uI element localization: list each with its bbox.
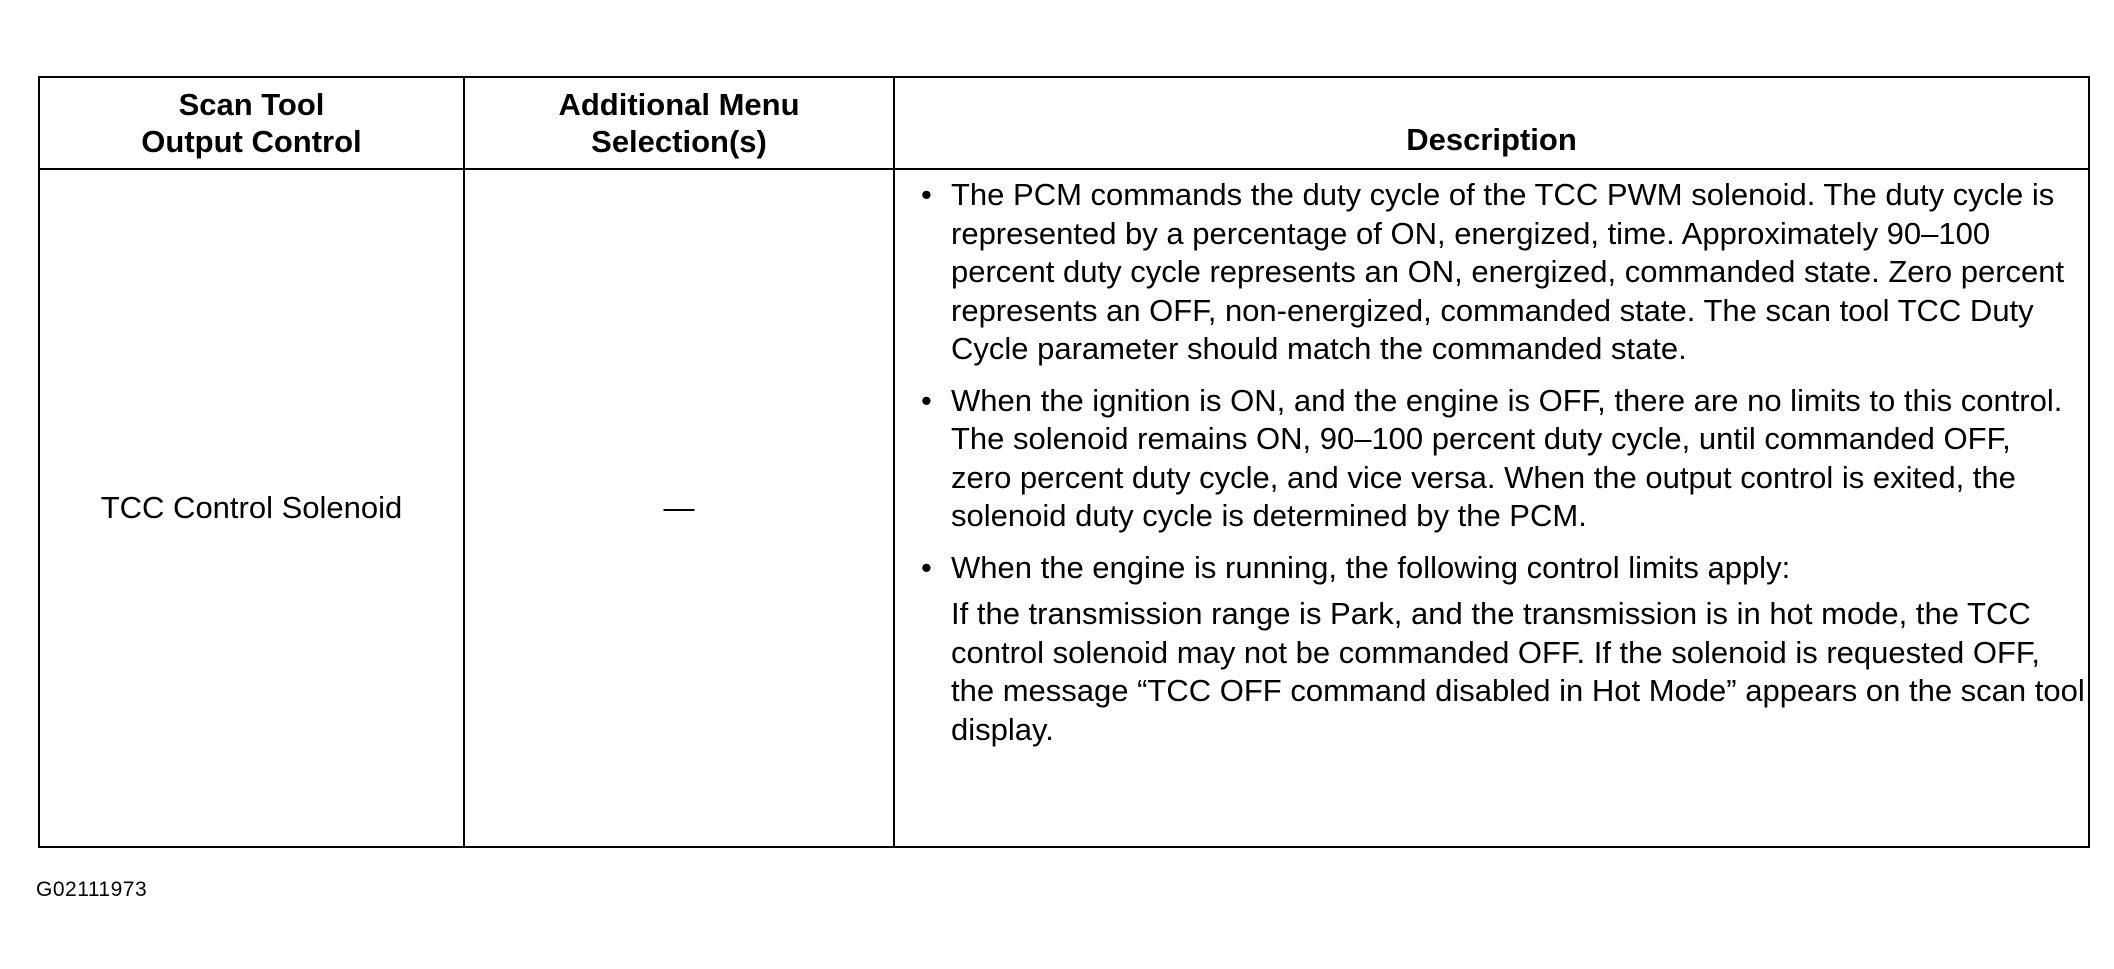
description-text-1: The PCM commands the duty cycle of the TCC PWM solenoid. The duty cycle is represented by a percentage of ON, energized, time. Approximately 90–100 percent duty cycle represents an ON, energized, commanded state. Zero percent represents an OFF, non-energized, commanded state. The scan tool TCC Duty Cycle parameter should match the commanded state. bbox=[951, 177, 2065, 366]
header-col2-line1: Additional Menu bbox=[558, 87, 800, 122]
bullet-icon: • bbox=[921, 549, 932, 585]
header-col2-line2: Selection(s) bbox=[591, 124, 767, 159]
table-row bbox=[39, 169, 2089, 847]
description-list bbox=[895, 170, 2088, 587]
cell-menu-selection: — bbox=[464, 169, 894, 847]
bullet-icon: • bbox=[921, 382, 932, 418]
cell-description bbox=[894, 169, 2089, 847]
header-description: Description bbox=[894, 77, 2089, 169]
figure-code: G02111973 bbox=[36, 878, 148, 901]
description-text-3: When the engine is running, the following control limits apply: bbox=[951, 549, 1791, 585]
header-col1-line2: Output Control bbox=[141, 124, 362, 159]
scan-tool-output-control-table bbox=[38, 76, 2090, 848]
cell-output-control: TCC Control Solenoid bbox=[39, 169, 464, 847]
description-text-2: When the ignition is ON, and the engine is OFF, there are no limits to this control. The solenoid remains ON, 90–100 percent duty cycle, until commanded OFF, zero percent duty cycle, and vice versa. When the output control is exited, the solenoid duty cycle is determined by the PCM. bbox=[951, 382, 2063, 533]
bullet-icon: • bbox=[921, 177, 932, 212]
header-scan-tool-output-control bbox=[39, 77, 464, 169]
table-header-row bbox=[39, 77, 2089, 169]
description-item-2 bbox=[895, 382, 2078, 536]
header-col1-line1: Scan Tool bbox=[178, 87, 325, 122]
description-sub-paragraph: If the transmission range is Park, and the transmission is in hot mode, the TCC control solenoid may not be commanded OFF. If the solenoid is requested OFF, the message “TCC OFF command disabled in Hot Mode” appears on the scan tool display. bbox=[951, 596, 2085, 747]
header-additional-menu-selections bbox=[464, 77, 894, 169]
description-item-1 bbox=[895, 176, 2078, 369]
description-item-3 bbox=[895, 549, 2078, 588]
